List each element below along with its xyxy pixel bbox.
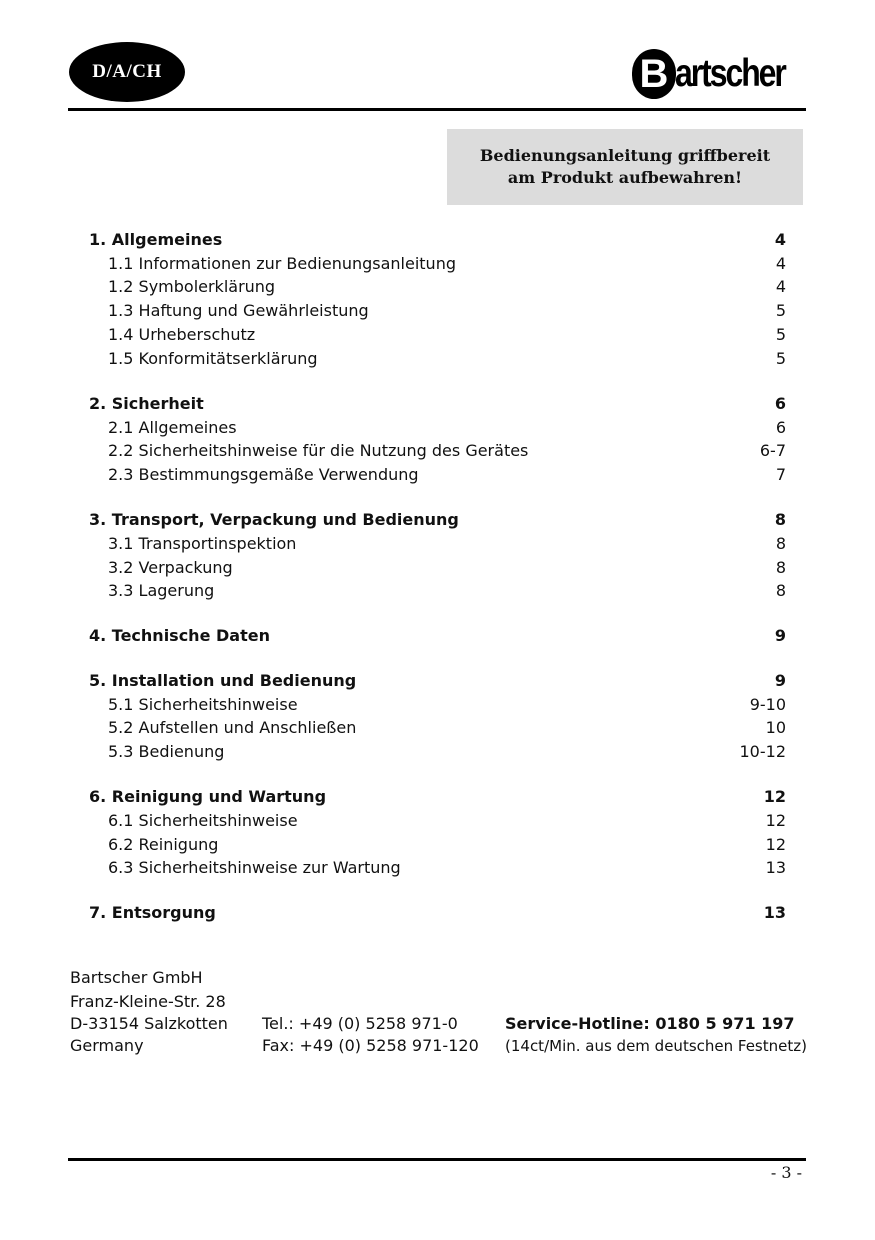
toc-page: 7 — [775, 465, 786, 484]
hotline-note: (14ct/Min. aus dem deutschen Festnetz) — [505, 1037, 807, 1055]
toc-page: 4 — [774, 230, 786, 249]
toc-page: 9-10 — [749, 695, 786, 714]
toc-page: 8 — [775, 558, 786, 577]
toc-page: 12 — [765, 835, 786, 854]
toc-title: 2.3 Bestimmungsgemäße Verwendung — [108, 465, 419, 484]
toc-subsection — [0, 532, 875, 556]
notice-box — [447, 129, 803, 205]
toc-title: 1.5 Konformitätserklärung — [108, 349, 318, 368]
toc-title: 6.1 Sicherheitshinweise — [108, 811, 298, 830]
toc-title: 2.1 Allgemeines — [108, 418, 237, 437]
page-number: - 3 - — [770, 1163, 802, 1182]
notice-line-1: Bedienungsanleitung griffbereit — [479, 146, 771, 165]
toc-title: 3.1 Transportinspektion — [108, 534, 297, 553]
toc-page: 8 — [775, 534, 786, 553]
toc-title: 4. Technische Daten — [89, 626, 270, 645]
toc-subsection — [0, 323, 875, 347]
toc-title: 2. Sicherheit — [89, 394, 204, 413]
toc-subsection — [0, 252, 875, 276]
toc-subsection — [0, 740, 875, 764]
toc-page: 4 — [775, 277, 786, 296]
toc-section — [0, 392, 875, 416]
toc-page: 12 — [765, 811, 786, 830]
toc-subsection — [0, 833, 875, 857]
toc-title: 5.3 Bedienung — [108, 742, 225, 761]
toc-title: 6.2 Reinigung — [108, 835, 219, 854]
footer-divider — [68, 1158, 806, 1161]
fax-number: Fax: +49 (0) 5258 971-120 — [262, 1036, 479, 1055]
logo-wordmark: artscher — [675, 52, 785, 95]
toc-page: 13 — [763, 903, 786, 922]
toc-page: 5 — [775, 349, 786, 368]
header-divider — [68, 108, 806, 111]
toc-subsection — [0, 809, 875, 833]
toc-page: 5 — [775, 325, 786, 344]
toc-page: 8 — [774, 510, 786, 529]
toc-title: 3.3 Lagerung — [108, 581, 215, 600]
toc-subsection — [0, 299, 875, 323]
toc-page: 6 — [775, 418, 786, 437]
toc-subsection — [0, 416, 875, 440]
toc-subsection — [0, 347, 875, 371]
toc-page: 9 — [774, 671, 786, 690]
toc-title: 1.3 Haftung und Gewährleistung — [108, 301, 369, 320]
toc-title: 6. Reinigung und Wartung — [89, 787, 327, 806]
toc-page: 12 — [763, 787, 786, 806]
toc-title: 7. Entsorgung — [89, 903, 216, 922]
service-hotline: Service-Hotline: 0180 5 971 197 — [505, 1014, 795, 1033]
toc-title: 5. Installation und Bedienung — [89, 671, 357, 690]
company-name: Bartscher GmbH — [70, 968, 203, 987]
toc-section — [0, 785, 875, 809]
toc-subsection — [0, 439, 875, 463]
toc-page: 8 — [775, 581, 786, 600]
region-badge: D/A/CH — [69, 42, 185, 102]
notice-line-2: am Produkt aufbewahren! — [507, 168, 743, 187]
bartscher-logo — [632, 46, 809, 102]
toc-subsection — [0, 579, 875, 603]
toc-page: 4 — [775, 254, 786, 273]
toc-title: 1. Allgemeines — [89, 230, 223, 249]
toc-page: 9 — [774, 626, 786, 645]
logo-initial: B — [632, 49, 676, 99]
toc-subsection — [0, 716, 875, 740]
toc-subsection — [0, 856, 875, 880]
toc-page: 10-12 — [739, 742, 786, 761]
toc-title: 5.2 Aufstellen und Anschließen — [108, 718, 357, 737]
toc-title: 5.1 Sicherheitshinweise — [108, 695, 298, 714]
toc-title: 6.3 Sicherheitshinweise zur Wartung — [108, 858, 401, 877]
toc-subsection — [0, 556, 875, 580]
toc-subsection — [0, 275, 875, 299]
company-city: D-33154 Salzkotten — [70, 1014, 228, 1033]
company-street: Franz-Kleine-Str. 28 — [70, 992, 226, 1011]
toc-page: 10 — [765, 718, 786, 737]
toc-page: 5 — [775, 301, 786, 320]
toc-section — [0, 669, 875, 693]
toc-section — [0, 228, 875, 252]
toc-page: 6 — [774, 394, 786, 413]
toc-page: 13 — [765, 858, 786, 877]
toc-title: 1.4 Urheberschutz — [108, 325, 256, 344]
toc-title: 1.2 Symbolerklärung — [108, 277, 276, 296]
toc-title: 1.1 Informationen zur Bedienungsanleitung — [108, 254, 456, 273]
toc-section — [0, 901, 875, 925]
toc-page: 6-7 — [759, 441, 786, 460]
toc-title: 3.2 Verpackung — [108, 558, 233, 577]
toc-title: 2.2 Sicherheitshinweise für die Nutzung des Gerätes — [108, 441, 529, 460]
company-country: Germany — [70, 1036, 144, 1055]
toc-subsection — [0, 693, 875, 717]
toc-title: 3. Transport, Verpackung und Bedienung — [89, 510, 459, 529]
toc-subsection — [0, 463, 875, 487]
phone-number: Tel.: +49 (0) 5258 971-0 — [262, 1014, 458, 1033]
toc-section — [0, 508, 875, 532]
toc-section — [0, 624, 875, 648]
